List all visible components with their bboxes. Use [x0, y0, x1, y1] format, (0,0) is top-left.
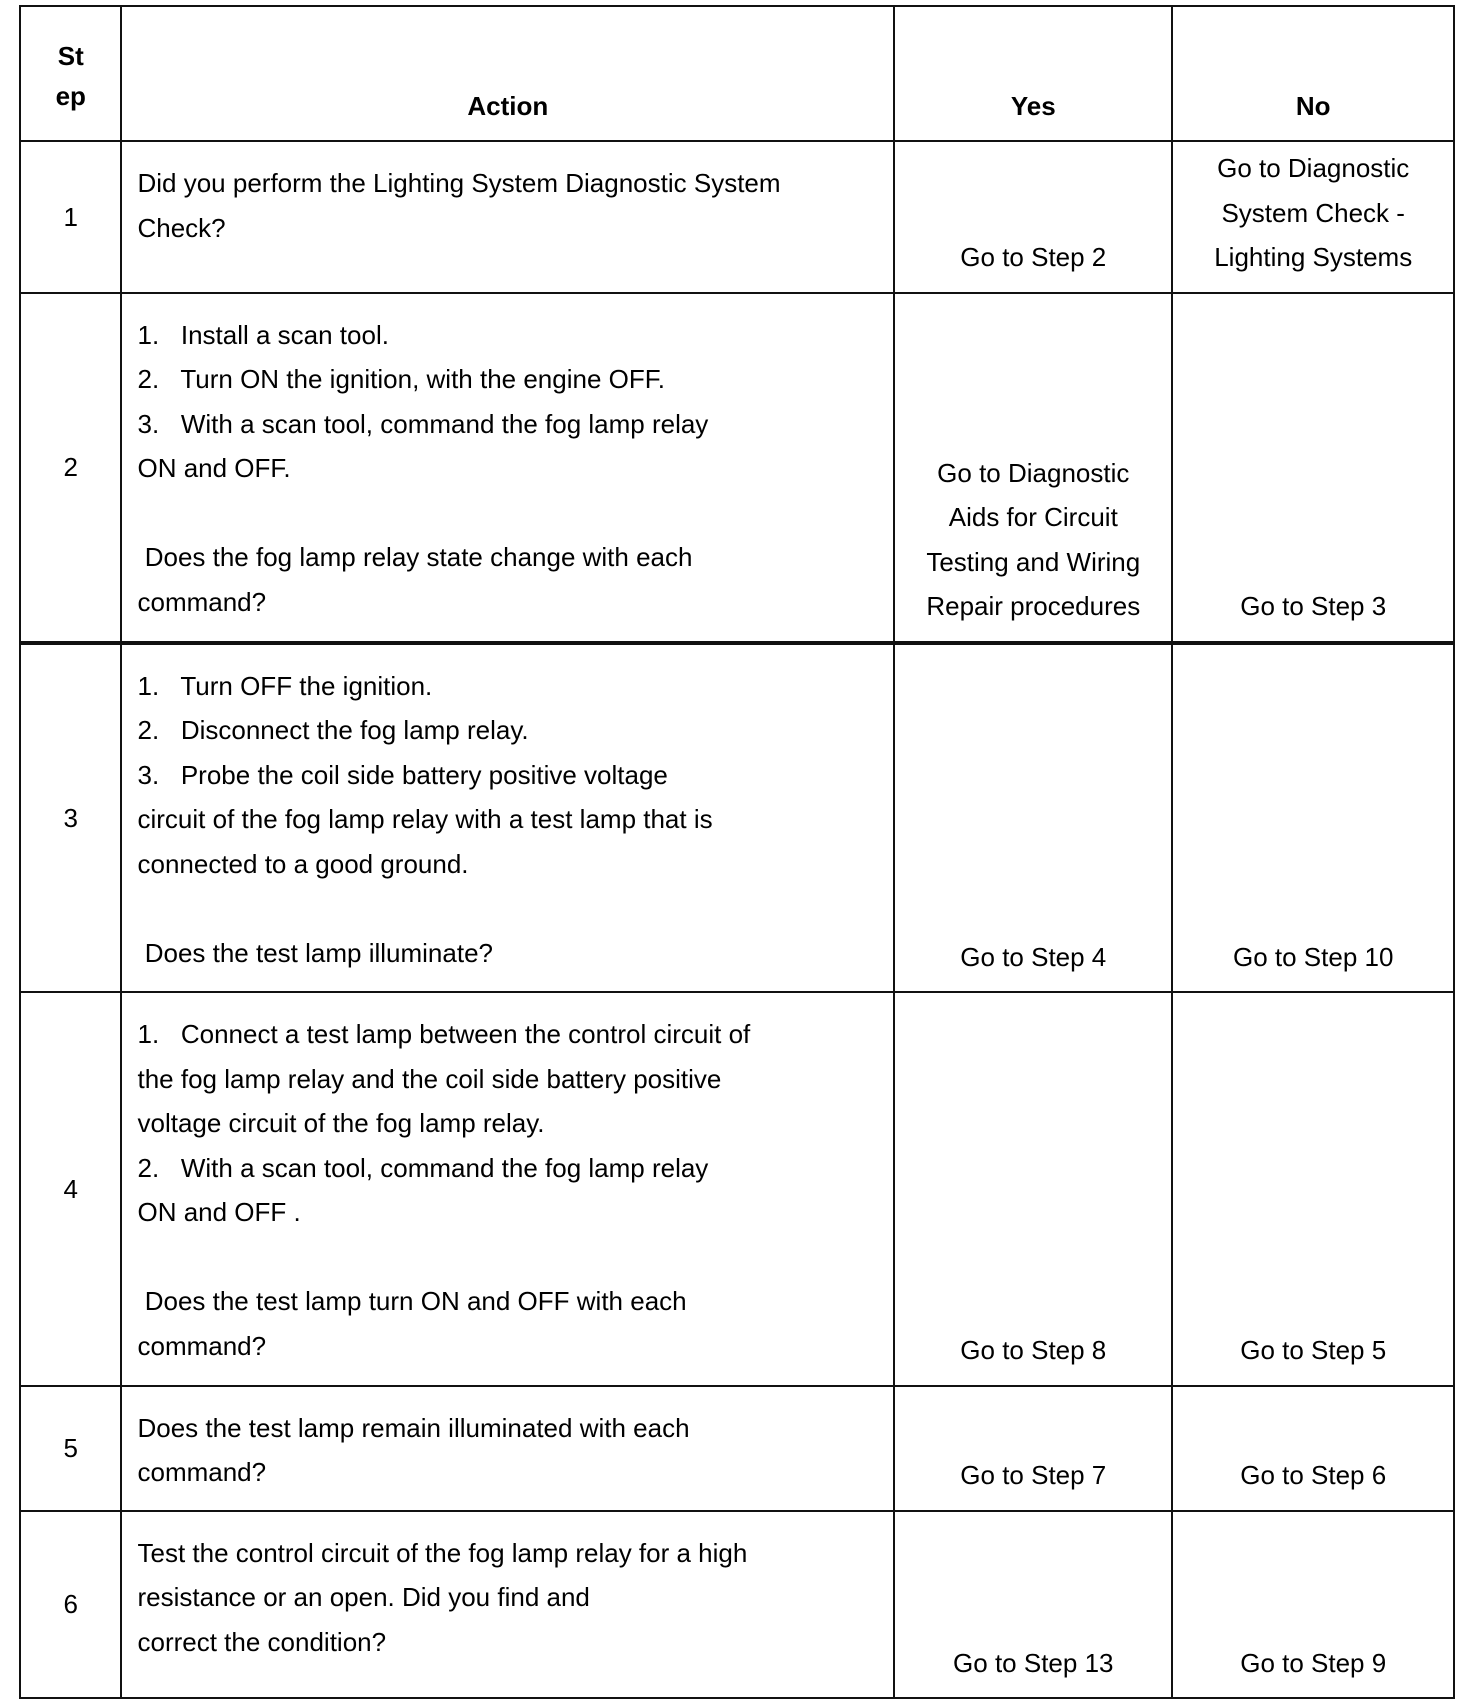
no-line: Go to Diagnostic — [1217, 153, 1410, 184]
action-line: Does the test lamp remain illuminated with each — [137, 1412, 690, 1443]
action-line: 3. With a scan tool, command the fog lamp relay — [137, 408, 709, 439]
action-line: connected to a good ground. — [137, 848, 469, 879]
yes-line: Go to Step 13 — [953, 1647, 1114, 1678]
yes-cell — [894, 643, 1172, 993]
yes-cell — [894, 141, 1172, 293]
table-row — [20, 992, 1454, 1386]
no-line: Go to Step 3 — [1240, 591, 1387, 622]
blank-line — [137, 1235, 883, 1280]
action-line: the fog lamp relay and the coil side battery positive — [137, 1063, 722, 1094]
no-cell — [1172, 992, 1454, 1386]
yes-line: Go to Step 8 — [960, 1335, 1107, 1366]
no-cell — [1172, 141, 1454, 293]
yes-line: Go to Step 7 — [960, 1460, 1107, 1491]
step-number: 6 — [20, 1511, 121, 1698]
action-cell — [121, 141, 894, 293]
no-line: Go to Step 10 — [1232, 941, 1394, 972]
action-line: Does the test lamp illuminate? — [137, 937, 493, 968]
action-cell — [121, 1511, 894, 1698]
step-number: 4 — [20, 992, 121, 1386]
yes-cell — [894, 1511, 1172, 1698]
action-cell — [121, 643, 894, 993]
action-line: command? — [137, 586, 267, 617]
action-cell — [121, 293, 894, 643]
action-line: correct the condition? — [137, 1626, 387, 1657]
step-header-line: ep — [55, 80, 86, 111]
no-cell — [1172, 643, 1454, 993]
yes-line: Repair procedures — [926, 591, 1141, 622]
no-line: System Check - — [1221, 197, 1405, 228]
yes-cell — [894, 1386, 1172, 1511]
table-row — [20, 1511, 1454, 1698]
diagnostic-table — [19, 5, 1455, 1699]
action-line: 2. Disconnect the fog lamp relay. — [137, 715, 529, 746]
yes-line: Testing and Wiring — [926, 546, 1141, 577]
no-line: Go to Step 9 — [1240, 1647, 1387, 1678]
no-cell — [1172, 293, 1454, 643]
table-row — [20, 293, 1454, 643]
action-line: circuit of the fog lamp relay with a test lamp that is — [137, 804, 713, 835]
action-line: 2. With a scan tool, command the fog lamp relay — [137, 1152, 709, 1183]
action-line: command? — [137, 1330, 267, 1361]
yes-cell — [894, 992, 1172, 1386]
no-line: Lighting Systems — [1214, 242, 1413, 273]
step-header-line: St — [57, 40, 84, 71]
no-cell — [1172, 1511, 1454, 1698]
action-line: ON and OFF. — [137, 453, 291, 484]
no-line: Go to Step 5 — [1240, 1335, 1387, 1366]
table-row — [20, 141, 1454, 293]
action-line: ON and OFF . — [137, 1197, 301, 1228]
action-line: Test the control circuit of the fog lamp relay for a high — [137, 1537, 748, 1568]
action-line: 1. Turn OFF the ignition. — [137, 670, 433, 701]
blank-line — [137, 886, 883, 931]
action-line: Does the fog lamp relay state change with each — [137, 542, 693, 573]
blank-line — [137, 491, 883, 536]
action-line: command? — [137, 1457, 267, 1488]
action-line: Does the test lamp turn ON and OFF with each — [137, 1286, 687, 1317]
action-line: resistance or an open. Did you find and — [137, 1582, 590, 1613]
yes-line: Go to Step 4 — [960, 941, 1107, 972]
yes-line: Aids for Circuit — [948, 502, 1118, 533]
step-number: 5 — [20, 1386, 121, 1511]
action-line: Check? — [137, 212, 226, 243]
yes-column-header: Yes — [894, 6, 1172, 141]
action-cell — [121, 1386, 894, 1511]
action-line: voltage circuit of the fog lamp relay. — [137, 1108, 545, 1139]
no-cell — [1172, 1386, 1454, 1511]
action-line: 3. Probe the coil side battery positive voltage — [137, 759, 668, 790]
action-line: 2. Turn ON the ignition, with the engine OFF. — [137, 364, 665, 395]
step-number: 3 — [20, 643, 121, 993]
action-line: 1. Install a scan tool. — [137, 319, 389, 350]
action-column-header: Action — [121, 6, 894, 141]
table-row — [20, 643, 1454, 993]
no-column-header: No — [1172, 6, 1454, 141]
yes-line: Go to Step 2 — [960, 242, 1107, 273]
table-row — [20, 1386, 1454, 1511]
action-cell — [121, 992, 894, 1386]
step-column-header — [20, 6, 121, 141]
action-line: Did you perform the Lighting System Diagnostic System — [137, 168, 781, 198]
step-number: 2 — [20, 293, 121, 643]
yes-cell — [894, 293, 1172, 643]
header-row — [20, 6, 1454, 141]
step-number: 1 — [20, 141, 121, 293]
yes-line: Go to Diagnostic — [937, 457, 1130, 488]
no-line: Go to Step 6 — [1240, 1460, 1387, 1491]
action-line: 1. Connect a test lamp between the control circuit of — [137, 1019, 751, 1050]
